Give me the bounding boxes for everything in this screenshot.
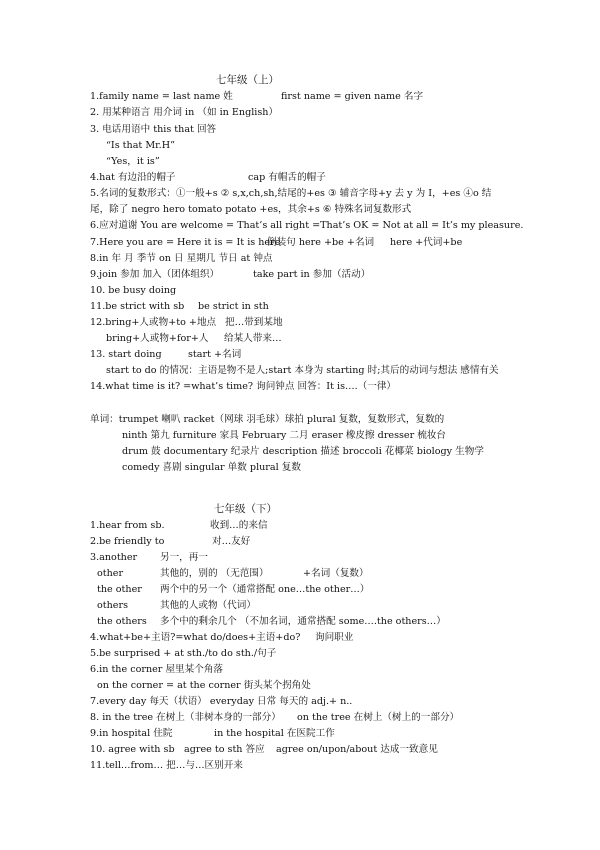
down-item-5: 5.be surprised + at sth./to do sth./句子: [90, 648, 277, 659]
item-13-a: 13. start doing: [90, 349, 162, 360]
section-title-grade7-up: 七年级（上）: [216, 74, 279, 86]
down-item-7: 7.every day 每天（状语） everyday 日常 每天的 adj.+ n..: [90, 696, 353, 707]
item-7-c: here +代词+be: [390, 237, 463, 248]
down-item-4-left: 4.what+be+主语?=what do/does+主语+do?: [90, 632, 301, 643]
down-item-3-other-def: 其他的，别的 （无范围）: [160, 568, 269, 579]
down-item-3-another: 3.another: [90, 552, 138, 563]
item-7-b: 倒装句 here +be +名词: [267, 237, 375, 248]
item-9-right: take part in 参加（活动）: [253, 269, 371, 280]
item-13-c: start to do 的情况：主语是物不是人;start 本身为 starting 时;其后的动词与想法 感情有关: [106, 365, 499, 376]
down-item-1-left: 1.hear from sb.: [90, 520, 165, 531]
item-2: 2. 用某种语言 用介词 in （如 in English）: [90, 107, 279, 118]
down-item-6-b: on the corner = at the corner 街头某个拐角处: [97, 680, 311, 691]
down-item-3-others: others: [97, 600, 128, 611]
item-7-a: 7.Here you are = Here it is = It is here: [90, 237, 281, 248]
down-item-3-other: other: [97, 568, 124, 579]
down-item-3-another-def: 另一，再一: [160, 552, 208, 563]
down-item-9-left: 9.in hospital 住院: [90, 728, 173, 739]
down-item-11: 11.tell…from… 把…与…区别开来: [90, 760, 243, 771]
vocab-line-1: 单词：trumpet 喇叭 racket（网球 羽毛球）球拍 plural 复数，复数形式，复数的: [90, 414, 445, 425]
down-item-9-right: in the hospital 在医院工作: [214, 728, 335, 739]
item-5-line2: 尾，除了 negro hero tomato potato +es，其余+s ⑥ 特殊名词复数形式: [90, 204, 412, 215]
down-item-8-right: on the tree 在树上（树上的一部分）: [297, 712, 460, 723]
item-11-right: be strict in sth: [198, 301, 269, 312]
item-4-right: cap 有帽舌的帽子: [248, 172, 326, 183]
item-4-left: 4.hat 有边沿的帽子: [90, 172, 176, 183]
down-item-3-the-other: the other: [97, 584, 142, 595]
down-item-3-the-others-def: 多个中的剩余几个 （不加名词，通常搭配 some….the others…）: [160, 616, 446, 627]
down-item-8-left: 8. in the tree 在树上（非树本身的一部分）: [90, 712, 281, 723]
vocab-line-4: comedy 喜剧 singular 单数 plural 复数: [122, 462, 301, 473]
down-item-10-b: agree to sth 答应: [184, 744, 265, 755]
item-6: 6.应对道谢 You are welcome = That’s all right =That’s OK = Not at all = It’s my pleasure.: [90, 220, 524, 231]
down-item-4-right: 询问职业: [315, 632, 354, 643]
vocab-line-2: ninth 第九 furniture 家具 February 二月 eraser 橡皮擦 dresser 梳妆台: [122, 430, 447, 441]
item-3-example-b: “Yes，it is”: [106, 156, 160, 167]
item-13-b: start +名词: [188, 349, 242, 360]
down-item-2-left: 2.be friendly to: [90, 536, 165, 547]
item-1-left: 1.family name = last name 姓: [90, 91, 233, 102]
item-9-left: 9.join 参加 加入（团体组织）: [90, 269, 220, 280]
item-11-left: 11.be strict with sb: [90, 301, 185, 312]
item-10: 10. be busy doing: [90, 285, 177, 296]
down-item-1-right: 收到…的来信: [210, 520, 268, 531]
down-item-3-the-other-def: 两个中的另一个（通常搭配 one…the other…）: [160, 584, 370, 595]
item-8: 8.in 年 月 季节 on 日 星期几 节日 at 钟点: [90, 253, 273, 264]
vocab-line-3: drum 鼓 documentary 纪录片 description 描述 broccoli 花椰菜 biology 生物学: [122, 446, 484, 457]
item-1-right: first name = given name 名字: [281, 91, 424, 102]
item-14: 14.what time is it? =what’s time? 询问钟点 回答：It is….（一律）: [90, 381, 397, 392]
down-item-3-other-note: +名词（复数）: [303, 568, 369, 579]
down-item-6-a: 6.in the corner 屋里某个角落: [90, 664, 224, 675]
item-12-a: 12.bring+人或物+to +地点: [90, 317, 217, 328]
down-item-3-others-def: 其他的人或物（代词）: [160, 600, 256, 611]
item-12-c: bring+人或物+for+人: [106, 333, 209, 344]
down-item-10-a: 10. agree with sb: [90, 744, 175, 755]
down-item-2-right: 对…友好: [212, 536, 251, 547]
item-3: 3. 电话用语中 this that 回答: [90, 124, 217, 135]
section-title-grade7-down: 七年级（下）: [214, 503, 277, 515]
item-12-b: 把…带到某地: [225, 317, 283, 328]
down-item-10-c: agree on/upon/about 达成一致意见: [276, 744, 438, 755]
item-12-d: 给某人带来…: [224, 333, 282, 344]
item-3-example-a: “Is that Mr.H”: [106, 140, 176, 151]
down-item-3-the-others: the others: [97, 616, 147, 627]
item-5-line1: 5.名词的复数形式：①一般+s ② s,x,ch,sh,结尾的+es ③ 辅音字母+y 去 y 为 I，+es ④o 结: [90, 188, 492, 199]
